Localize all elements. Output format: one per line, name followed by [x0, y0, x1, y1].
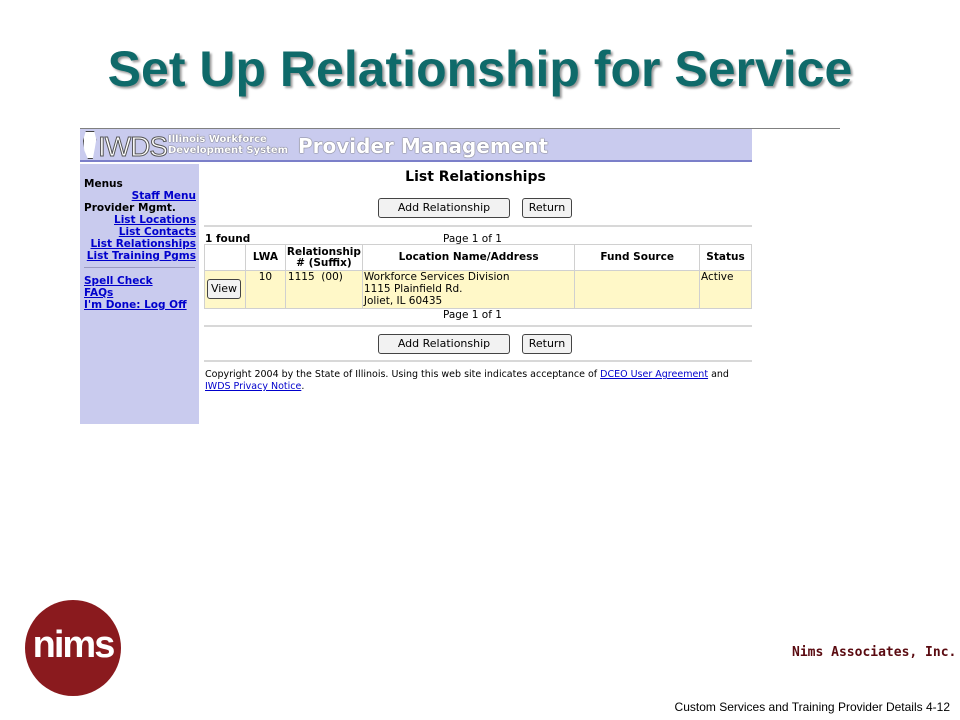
return-button-bottom[interactable]: Return — [522, 334, 572, 354]
spell-check-link[interactable]: Spell Check — [84, 275, 153, 287]
cell-status: Active — [700, 271, 752, 309]
column-header-lwa: LWA — [245, 245, 285, 271]
table-header-row — [205, 245, 752, 271]
module-title: Provider Management — [298, 134, 549, 158]
slide-footer: Custom Services and Training Provider Details 4-12 — [674, 700, 950, 714]
iwds-privacy-notice-link[interactable]: IWDS Privacy Notice — [205, 381, 302, 392]
cell-lwa: 10 — [245, 271, 285, 309]
nims-logo — [25, 600, 121, 696]
add-relationship-button-top[interactable]: Add Relationship — [378, 198, 510, 218]
add-relationship-button-bottom[interactable]: Add Relationship — [378, 334, 510, 354]
sidebar-item-list-locations[interactable]: List Locations — [114, 214, 196, 226]
and-text: and — [711, 369, 729, 380]
slide-title: Set Up Relationship for Service — [107, 41, 853, 97]
cell-fund-source — [575, 271, 700, 309]
logo-subtitle-line2: Development System — [168, 145, 289, 156]
page-title: List Relationships — [405, 169, 546, 185]
relationships-table — [204, 244, 752, 309]
sidebar-divider — [84, 267, 195, 268]
copyright-text: Copyright 2004 by the State of Illinois. Using this web site indicates acceptance of — [205, 369, 598, 380]
nims-logo-text: nims — [32, 624, 114, 666]
sidebar-item-list-training-pgms[interactable]: List Training Pgms — [86, 250, 196, 262]
staff-menu-link[interactable]: Staff Menu — [131, 190, 196, 202]
dceo-user-agreement-link[interactable]: DCEO User Agreement — [600, 369, 709, 380]
sidebar-item-list-contacts[interactable]: List Contacts — [118, 226, 196, 238]
table-row — [205, 271, 752, 309]
logo-subtitle-line1: Illinois Workforce — [168, 134, 267, 145]
location-name: Workforce Services Division — [363, 271, 510, 283]
location-street: 1115 Plainfield Rd. — [363, 283, 463, 295]
relationship-header-line2: # (Suffix) — [296, 256, 352, 269]
faqs-link[interactable]: FAQs — [84, 287, 114, 299]
cell-relationship: 1115 (00) — [285, 271, 362, 309]
location-city: Joliet, IL 60435 — [363, 295, 443, 307]
return-button-top[interactable]: Return — [522, 198, 572, 218]
app-screenshot — [80, 128, 840, 424]
log-off-link[interactable]: I'm Done: Log Off — [84, 299, 187, 311]
app-banner — [80, 129, 752, 162]
column-header-fund-source: Fund Source — [575, 245, 700, 271]
divider — [204, 360, 752, 362]
company-name: Nims Associates, Inc. — [792, 645, 957, 660]
found-count: 1 found — [205, 233, 251, 245]
column-header-action — [205, 245, 246, 271]
iwds-logo: IWDS — [98, 131, 168, 162]
period-text: . — [301, 381, 305, 392]
column-header-relationship — [285, 245, 362, 271]
column-header-location: Location Name/Address — [362, 245, 574, 271]
sidebar-item-list-relationships[interactable]: List Relationships — [90, 238, 196, 250]
menus-label: Menus — [84, 178, 123, 190]
view-button[interactable]: View — [207, 279, 241, 299]
cell-action — [205, 271, 246, 309]
illinois-state-icon — [83, 131, 97, 159]
sidebar — [80, 164, 199, 424]
relationship-header-line1: Relationship — [286, 245, 361, 258]
divider — [204, 325, 752, 327]
logo-subtitle — [168, 134, 288, 156]
copyright-notice — [205, 369, 750, 393]
column-header-status: Status — [700, 245, 752, 271]
page-indicator-bottom: Page 1 of 1 — [443, 309, 502, 321]
cell-location — [362, 271, 574, 309]
provider-mgmt-label: Provider Mgmt. — [84, 202, 176, 214]
divider — [204, 225, 752, 227]
page-indicator-top: Page 1 of 1 — [443, 233, 502, 245]
main-content — [199, 164, 752, 424]
